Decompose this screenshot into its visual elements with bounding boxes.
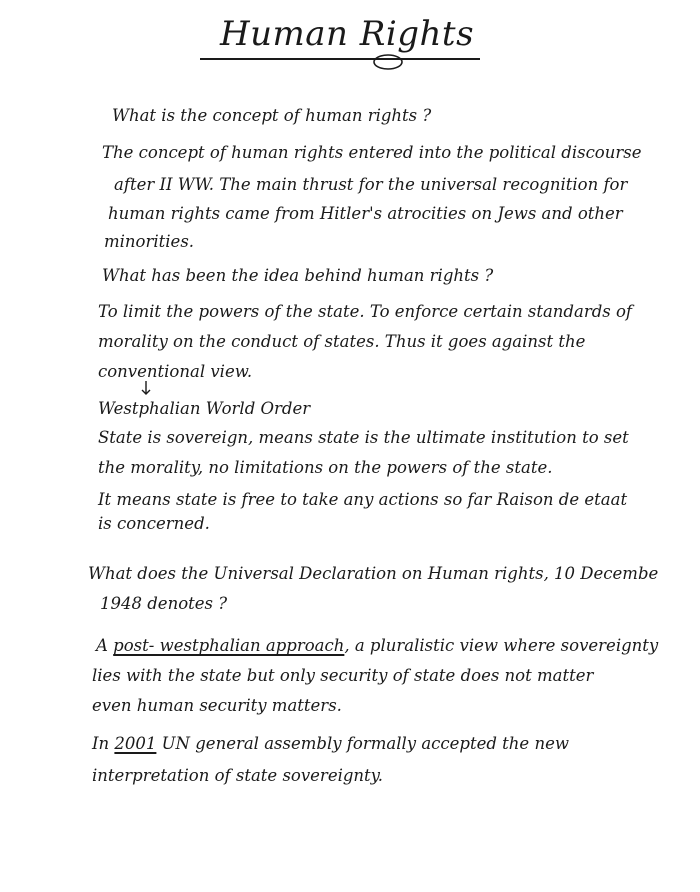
year-2001-highlight: 2001 [114,734,157,753]
answer-1-line-2: after II WW. The main thrust for the universal recognition for [114,175,628,194]
question-1: What is the concept of human rights ? [112,106,432,125]
question-3-line-2: 1948 denotes ? [100,594,228,613]
title-underline [200,58,480,60]
answer-1-line-4: minorities. [104,232,195,251]
answer-1-line-3: human rights came from Hitler's atrocities on Jews and other [108,204,623,223]
title-flourish-icon [370,52,410,72]
answer-2-line-2: morality on the conduct of states. Thus it goes against the [98,332,586,351]
para-2-rest: UN general assembly formally accepted the new [161,734,569,753]
westphalian-line-4: is concerned. [98,514,210,533]
answer-2-line-3: conventional view. [98,362,253,381]
down-arrow-icon [140,380,152,396]
westphalian-line-3: It means state is free to take any actions so far Raison de etaat [98,490,628,509]
answer-3-para-2-line-1 [92,734,569,754]
answer-2-line-1: To limit the powers of the state. To enforce certain standards of [98,302,633,321]
answer-3-para-2-line-2: interpretation of state sovereignty. [92,766,384,785]
page-title: Human Rights [220,14,475,54]
para-1-rest: , a pluralistic view where sovereignty [344,636,659,655]
westphalian-line-2: the morality, no limitations on the powers of the state. [98,458,553,477]
question-2: What has been the idea behind human rights ? [102,266,494,285]
para-1-prefix: A [96,636,108,655]
westphalian-line-1: State is sovereign, means state is the ultimate institution to set [98,428,629,447]
answer-3-para-1-line-1 [96,636,658,656]
question-3-line-1: What does the Universal Declaration on Human rights, 10 Decembe [88,564,659,583]
answer-3-para-1-line-2: lies with the state but only security of state does not matter [92,666,594,685]
para-2-prefix: In [92,734,110,753]
answer-3-para-1-line-3: even human security matters. [92,696,342,715]
answer-1-line-1: The concept of human rights entered into the political discourse [102,143,642,162]
westphalian-subheading: Westphalian World Order [98,399,311,418]
post-westphalian-highlight: post- westphalian approach [113,636,345,655]
